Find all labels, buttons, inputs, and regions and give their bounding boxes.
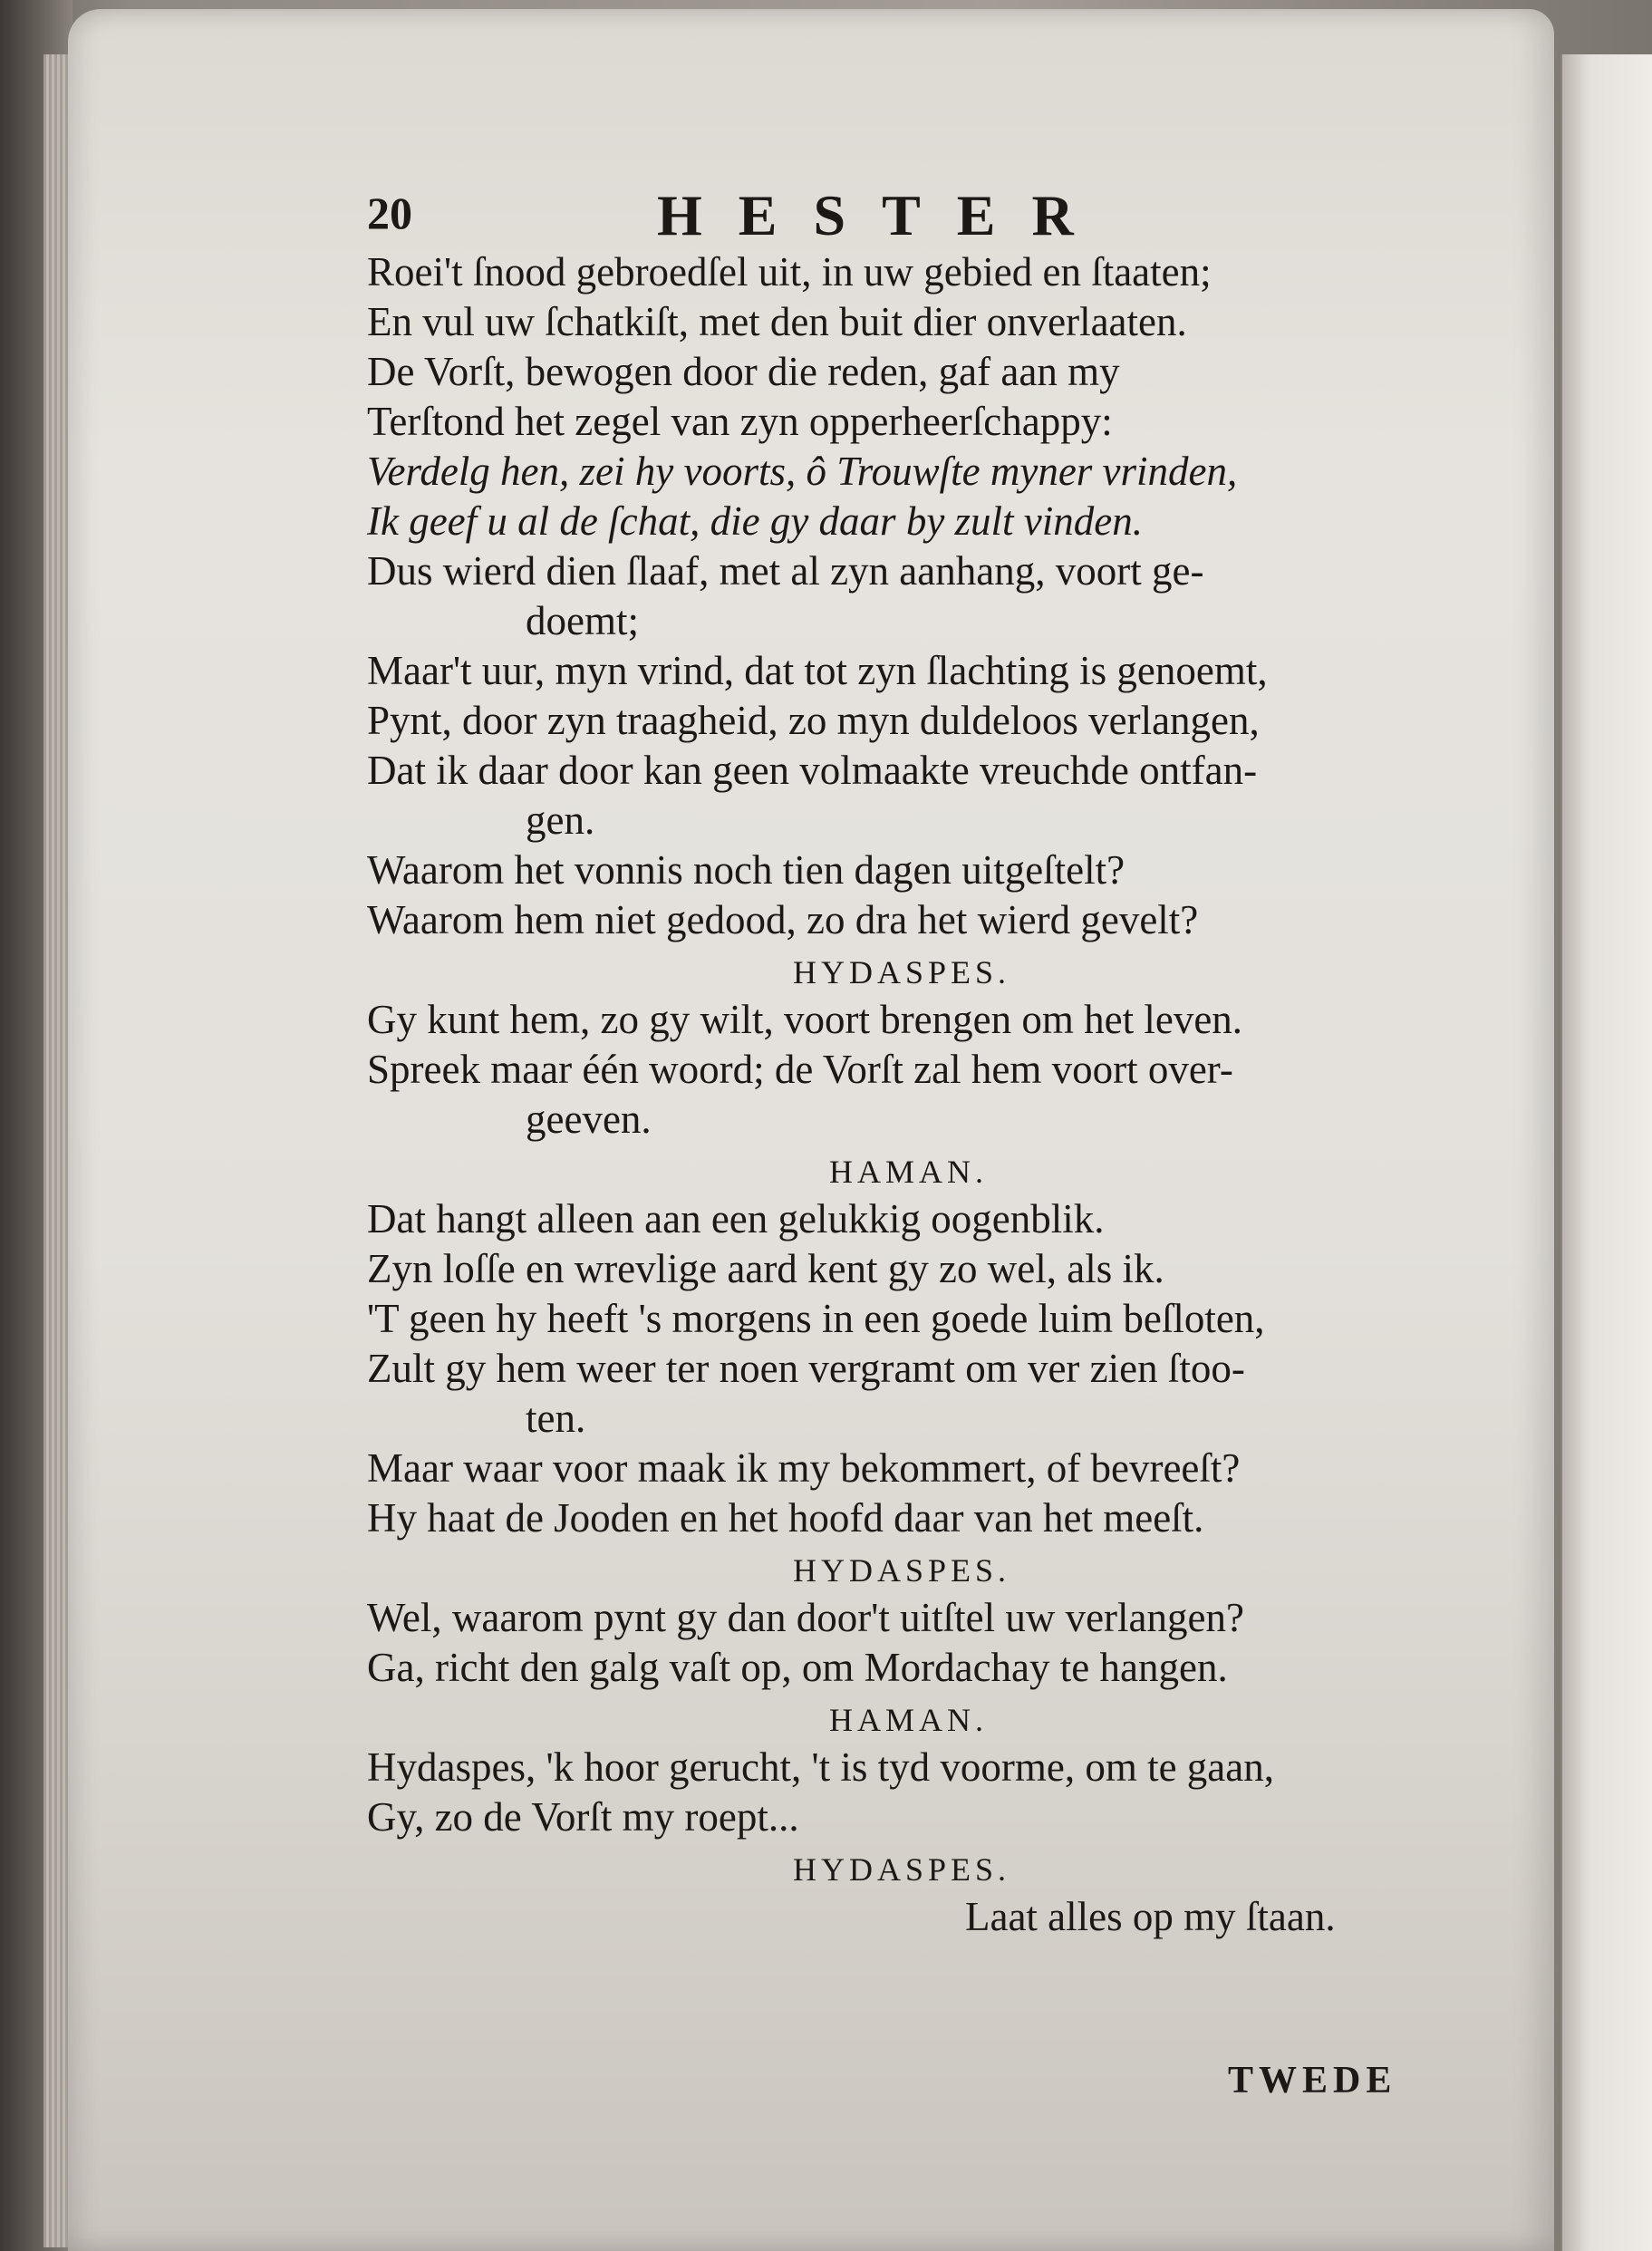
speaker-heading: HYDASPES. xyxy=(793,954,1011,990)
verse-line: Pynt, door zyn traagheid, zo myn duldeloos verlangen, xyxy=(367,698,1260,743)
verse-line: Hy haat de Jooden en het hoofd daar van het meeſt. xyxy=(367,1495,1204,1541)
verse-line: Ik geef u al de ſchat, die gy daar by zult vinden. xyxy=(367,498,1144,544)
speaker-heading: HAMAN. xyxy=(829,1702,989,1738)
verse-line: Verdelg hen, zei hy voorts, ô Trouwſte myner vrinden, xyxy=(367,449,1238,494)
verse-line: Zyn loſſe en wrevlige aard kent gy zo wel, als ik. xyxy=(367,1246,1164,1291)
page-number: 20 xyxy=(367,188,412,238)
verse-line: 'T geen hy heeft 's morgens in een goede luim beſloten, xyxy=(367,1296,1265,1341)
speaker-heading: HYDASPES. xyxy=(793,1552,1011,1589)
verse-line: Terſtond het zegel van zyn opperheerſchappy: xyxy=(367,399,1113,444)
speaker-heading: HYDASPES. xyxy=(793,1851,1011,1888)
verse-line: Maar waar voor maak ik my bekommert, of bevreeſt? xyxy=(367,1445,1241,1491)
verse-line: Dat hangt alleen aan een gelukkig oogenblik. xyxy=(367,1196,1105,1241)
verse-line: Spreek maar één woord; de Vorſt zal hem voort over- xyxy=(367,1047,1233,1092)
verse-line: Waarom hem niet gedood, zo dra het wierd gevelt? xyxy=(367,897,1199,942)
verse-line: Gy, zo de Vorſt my roept... xyxy=(367,1794,799,1840)
verse-line: Ga, richt den galg vaſt op, om Mordachay te hangen. xyxy=(367,1645,1228,1690)
verse-line: Gy kunt hem, zo gy wilt, voort brengen om het leven. xyxy=(367,997,1243,1042)
verse-line-continuation: gen. xyxy=(526,797,595,843)
facing-page-edge xyxy=(1560,54,1652,2251)
verse-line: Dus wierd dien ſlaaf, met al zyn aanhang, voort ge- xyxy=(367,548,1204,594)
verse-line: Laat alles op my ſtaan. xyxy=(965,1894,1336,1939)
verse-line: Maar't uur, myn vrind, dat tot zyn ſlachting is genoemt, xyxy=(367,648,1268,693)
verse-line: Waarom het vonnis noch tien dagen uitgeſtelt? xyxy=(367,847,1125,893)
verse-line: Dat ik daar door kan geen volmaakte vreuchde ontfan- xyxy=(367,748,1258,793)
running-head: HESTER xyxy=(657,183,1110,247)
verse-line: De Vorſt, bewogen door die reden, gaf aan my xyxy=(367,349,1120,394)
verse-line-continuation: geeven. xyxy=(526,1097,652,1142)
verse-line-continuation: ten. xyxy=(526,1396,586,1441)
speaker-heading: HAMAN. xyxy=(829,1154,989,1190)
verse-line: Hydaspes, 'k hoor gerucht, 't is tyd voorme, om te gaan, xyxy=(367,1744,1275,1790)
verse-line-continuation: doemt; xyxy=(526,598,639,643)
verse-line: Roei't ſnood gebroedſel uit, in uw gebied en ſtaaten; xyxy=(367,249,1212,295)
book-page xyxy=(68,9,1554,2251)
verse-line: En vul uw ſchatkiſt, met den buit dier onverlaaten. xyxy=(367,299,1187,344)
catchword: TWEDE xyxy=(1228,2060,1397,2101)
verse-line: Zult gy hem weer ter noen vergramt om ver zien ſtoo- xyxy=(367,1346,1245,1391)
verse-line: Wel, waarom pynt gy dan door't uitſtel uw verlangen? xyxy=(367,1595,1244,1640)
